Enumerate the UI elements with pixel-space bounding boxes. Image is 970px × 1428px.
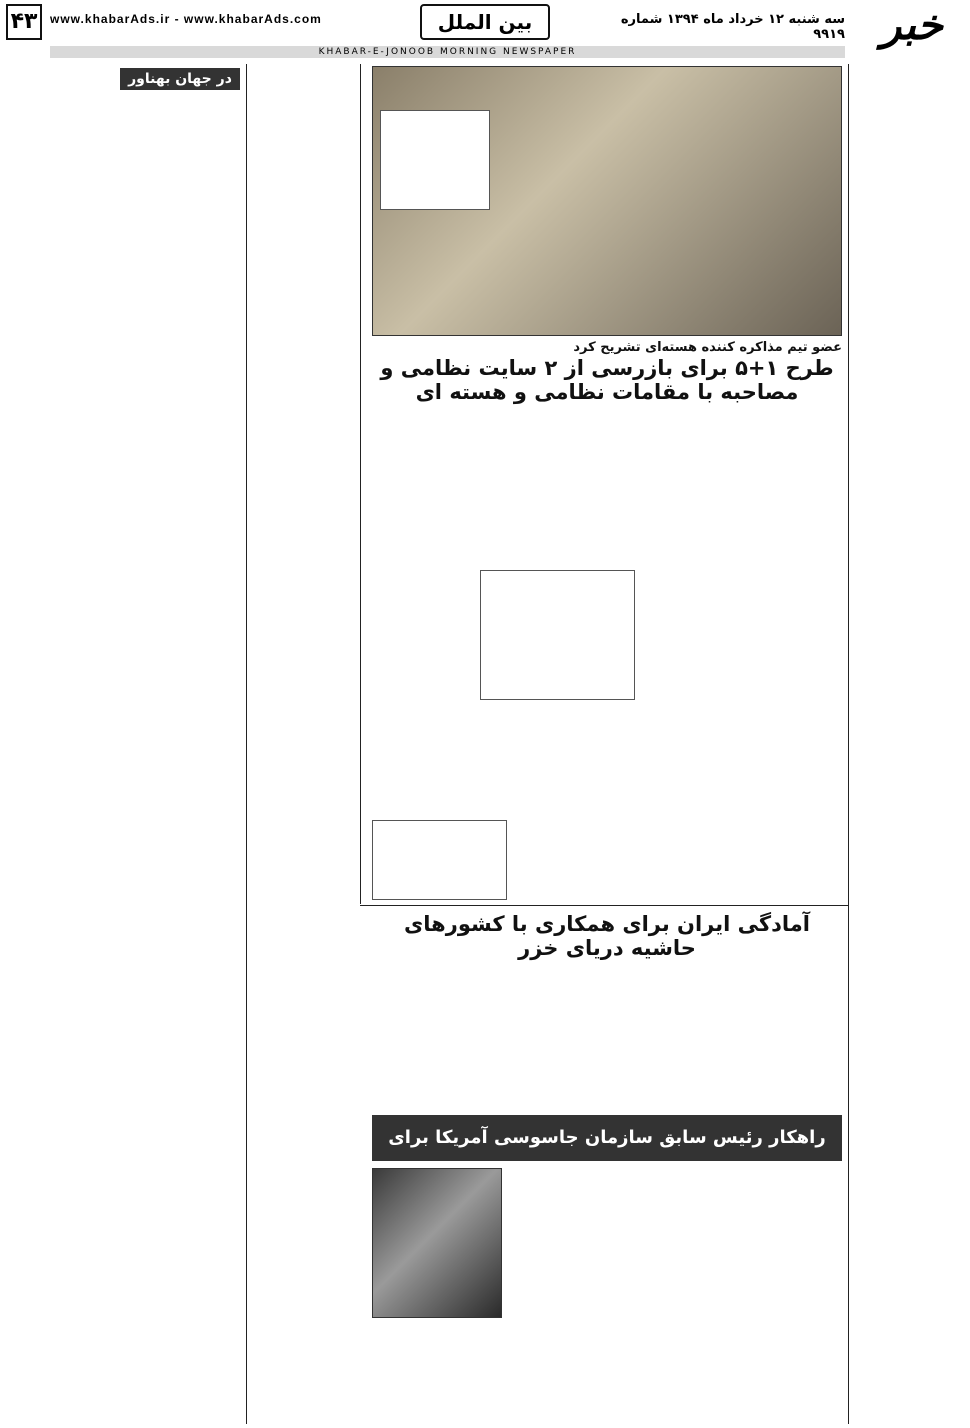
third-headline: راهکار رئیس سابق سازمان جاسوسی آمریکا برای شکست داعش [388, 1127, 826, 1194]
main-headline: طرح ۱+۵ برای بازرسی از ۲ سایت نظامی و مصاحبه با مقامات نظامی و هسته ای [380, 356, 834, 404]
pull-quote-box [480, 570, 635, 700]
masthead-band [50, 46, 845, 58]
photo-caption-box [380, 110, 490, 210]
left-column-divider [246, 64, 247, 1424]
side-quote-box [372, 820, 507, 900]
website: www.khabarAds.ir - www.khabarAds.com [50, 12, 322, 26]
second-story-rule [360, 905, 848, 906]
section-title: بین الملل [420, 4, 550, 40]
col2-divider [360, 64, 361, 904]
issue-line: سه شنبه ۱۲ خرداد ماه ۱۳۹۴ شماره ۹۹۱۹ [620, 12, 845, 42]
third-photo [372, 1168, 502, 1318]
masthead-subtitle: KHABAR-E-JONOOB MORNING NEWSPAPER [318, 47, 577, 57]
page-number: ۴۳ [6, 4, 42, 40]
right-column-divider [848, 64, 849, 1424]
second-headline: آمادگی ایران برای همکاری با کشورهای حاشیه دریای خزر [404, 912, 810, 960]
masthead-logo: خبر [881, 0, 943, 49]
third-headline-bar [372, 1115, 842, 1194]
left-column-title: در جهان بهناور [120, 68, 240, 90]
main-kicker: عضو تیم مذاکره کننده هسته‌ای تشریح کرد [573, 340, 842, 355]
